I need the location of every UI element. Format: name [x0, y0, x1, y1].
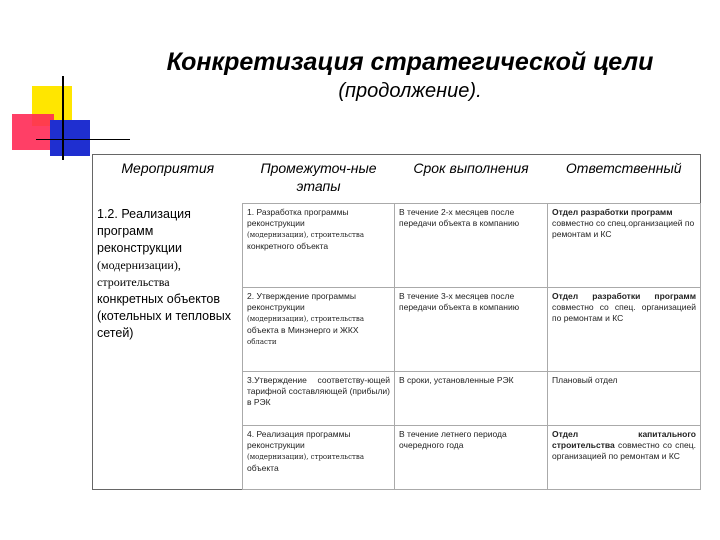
stage-cell: 4. Реализация программы реконструкции (модернизации), строительства объекта — [243, 426, 395, 490]
header-responsible: Ответственный — [565, 160, 682, 176]
stage-cell: 3.Утверждение соответству-ющей тарифной составляющей (прибыли) в РЭК — [243, 372, 395, 426]
main-activity-text-3: конкретных объектов (котельных и тепловых сетей) — [97, 291, 232, 340]
table-header-row — [93, 155, 701, 204]
term-cell: В сроки, установленные РЭК — [395, 372, 548, 426]
plan-table — [92, 154, 701, 490]
responsible-cell: Отдел капитального строительства совместно со спец. организацией по ремонтам и КС — [548, 426, 701, 490]
responsible-cell: Отдел разработки программ совместно со спец.организацией по ремонтам и КС — [548, 204, 701, 288]
term-cell: В течение 3-х месяцев после передачи объекта в компанию — [395, 288, 548, 372]
responsible-cell: Плановый отдел — [548, 372, 701, 426]
main-activity-text-1: 1.2. Реализация программ реконструкции — [97, 206, 191, 255]
decor-horizontal-line — [36, 139, 130, 140]
slide-subtitle: (продолжение). — [338, 80, 482, 102]
table-row — [93, 204, 701, 288]
term-cell: В течение 2-х месяцев после передачи объекта в компанию — [395, 204, 548, 288]
header-activities: Мероприятия — [121, 160, 215, 176]
stage-cell: 1. Разработка программы реконструкции (модернизации), строительства конкретного объекта — [243, 204, 395, 288]
responsible-cell: Отдел разработки программ совместно со спец. организацией по ремонтам и КС — [548, 288, 701, 372]
header-term: Срок выполнения — [413, 160, 529, 176]
decor-blue-square — [50, 120, 90, 156]
slide-title: Конкретизация стратегической цели — [166, 48, 654, 76]
main-activity-cell — [93, 204, 243, 490]
stage-cell: 2. Утверждение программы реконструкции (модернизации), строительства объекта в Минэнерго и ЖКХ области — [243, 288, 395, 372]
term-cell: В течение летнего периода очередного года — [395, 426, 548, 490]
main-activity-text-2: (модернизации), строительства — [97, 257, 181, 289]
header-stages: Промежуточ-ные этапы — [260, 160, 377, 194]
decor-red-square — [12, 114, 54, 150]
decor-vertical-line — [62, 76, 64, 160]
